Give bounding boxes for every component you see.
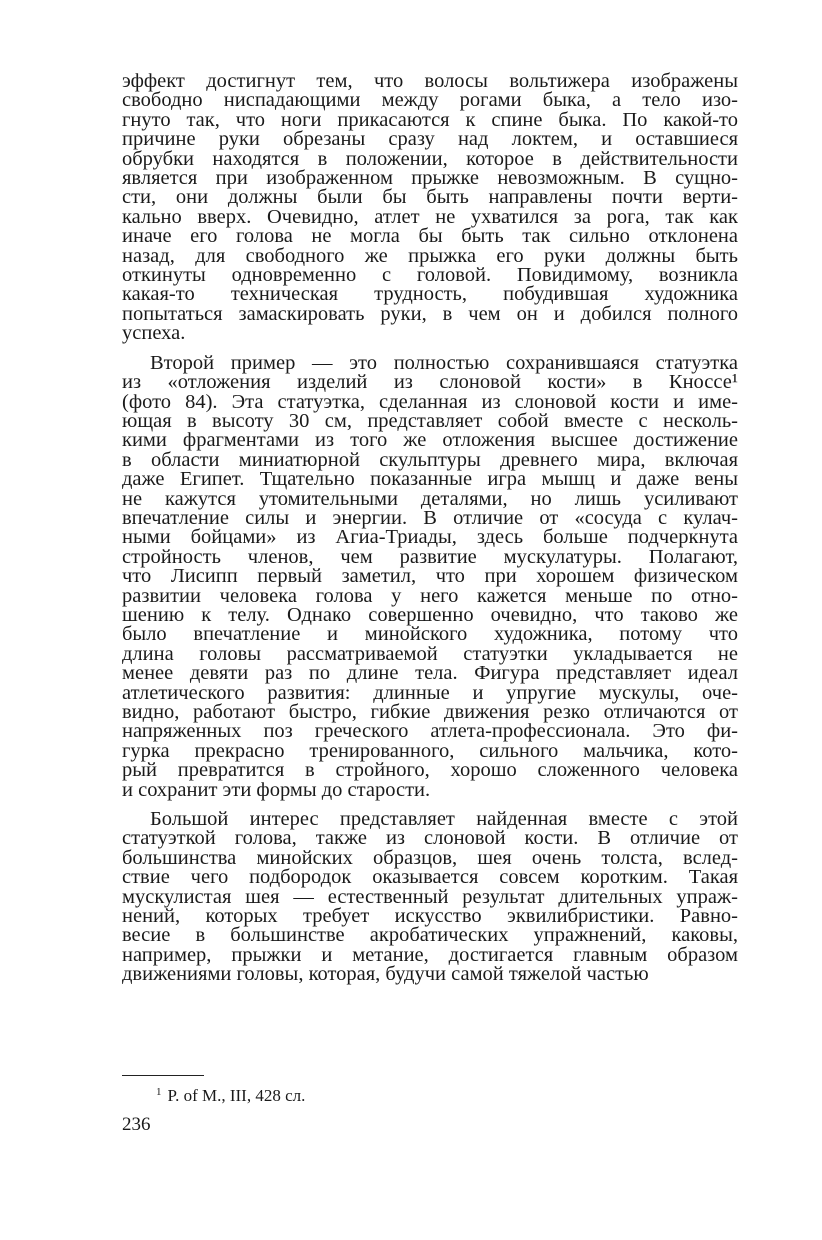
text-line: движениями головы, которая, будучи самой тяжелой частью xyxy=(122,963,649,986)
text-line: причине руки обрезаны сразу над локтем, и оставшиеся xyxy=(122,128,738,151)
text-line: ющая в высоту 30 см, представляет собой вместе с несколь- xyxy=(122,409,738,432)
text-line: ствие чего подбородок оказывается совсем коротким. Такая xyxy=(122,866,738,889)
text-line: шению к телу. Однако совершенно очевидно, что таково же xyxy=(122,603,738,626)
text-line: Большой интерес представляет найденная вместе с этой xyxy=(150,808,738,831)
text-line: длина головы рассматриваемой статуэтки укладывается не xyxy=(122,642,738,665)
text-line: видно, работают быстро, гибкие движения резко отличаются от xyxy=(122,701,738,723)
text-line: рый превратится в стройного, хорошо сложенного человека xyxy=(122,759,738,782)
text-line: впечатление силы и энергии. В отличие от «сосуда с кулач- xyxy=(122,506,738,529)
text-line: попытаться замаскировать руки, в чем он и добился полного xyxy=(122,302,738,325)
text-line: в области миниатюрной скульптуры древнего мира, включая xyxy=(122,448,738,471)
paragraph-2 xyxy=(122,351,738,801)
text-line: было впечатление и минойского художника, потому что xyxy=(122,623,738,646)
footnote-marker: 1 xyxy=(156,1086,162,1098)
text-line: нений, которых требует искусство эквилибристики. Равно- xyxy=(122,905,738,928)
text-line: статуэткой голова, также из слоновой кости. В отличие от xyxy=(122,827,738,850)
text-line: напряженных поз греческого атлета-профессионала. Это фи- xyxy=(122,720,738,743)
paragraph-1 xyxy=(122,72,738,344)
text-line: не кажутся утомительными деталями, но лишь усиливают xyxy=(122,487,738,510)
text-line: развитии человека голова у него кажется меньше по отно- xyxy=(122,584,738,607)
text-line: какая-то техническая трудность, побудившая художника xyxy=(122,283,738,306)
text-line: атлетического развития: длинные и упругие мускулы, оче- xyxy=(122,681,738,704)
text-line: например, прыжки и метание, достигается главным образом xyxy=(122,943,738,966)
text-line: весие в большинстве акробатических упражнений, каковы, xyxy=(122,924,738,947)
text-line: стройность членов, чем развитие мускулатуры. Полагают, xyxy=(122,545,738,568)
text-line: что Лисипп первый заметил, что при хорошем физическом xyxy=(122,565,738,588)
footnote-text: P. of M., III, 428 сл. xyxy=(167,1086,306,1105)
text-line: и сохранит эти формы до старости. xyxy=(122,778,431,801)
text-line: (фото 84). Эта статуэтка, сделанная из слоновой кости и име- xyxy=(122,390,738,413)
footnote xyxy=(156,1082,305,1106)
text-line: менее девяти раз по длине тела. Фигура представляет идеал xyxy=(122,662,738,685)
text-line: гнуто так, что ноги прикасаются к спине быка. По какой-то xyxy=(122,108,738,131)
page-number: 236 xyxy=(122,1114,151,1135)
text-line: назад, для свободного же прыжка его руки должны быть xyxy=(122,244,738,267)
text-line: обрубки находятся в положении, которое в действительности xyxy=(122,147,738,170)
text-line: гурка прекрасно тренированного, сильного мальчика, кото- xyxy=(122,739,738,762)
text-line: мускулистая шея — естественный результат длительных упраж- xyxy=(122,885,738,908)
text-line: свободно ниспадающими между рогами быка, а тело изо- xyxy=(122,89,738,112)
text-line: эффект достигнут тем, что волосы вольтижера изображены xyxy=(122,70,738,92)
text-line: ными бойцами» из Агиа-Триады, здесь больше подчеркнута xyxy=(122,526,738,549)
text-line: Второй пример — это полностью сохранившаяся статуэтка xyxy=(150,351,738,374)
text-line: кально вверх. Очевидно, атлет не ухватился за рога, так как xyxy=(122,205,738,228)
page-body xyxy=(122,72,738,985)
text-line: большинства минойских образцов, шея очень толста, вслед- xyxy=(122,846,738,869)
text-line: является при изображенном прыжке невозможным. В сущно- xyxy=(122,167,738,190)
text-line: сти, они должны были бы быть направлены почти верти- xyxy=(122,186,738,209)
text-line: кими фрагментами из того же отложения высшее достижение xyxy=(122,429,738,452)
text-line: откинуты одновременно с головой. Повидимому, возникла xyxy=(122,264,738,287)
paragraph-3 xyxy=(122,810,738,985)
text-line: успеха. xyxy=(122,322,186,345)
text-line: из «отложения изделий из слоновой кости» в Кноссе¹ xyxy=(122,371,738,394)
footnote-divider xyxy=(122,1075,204,1076)
text-line: иначе его голова не могла бы быть так сильно отклонена xyxy=(122,225,738,248)
text-line: даже Египет. Тщательно показанные игра мышц и даже вены xyxy=(122,468,738,491)
